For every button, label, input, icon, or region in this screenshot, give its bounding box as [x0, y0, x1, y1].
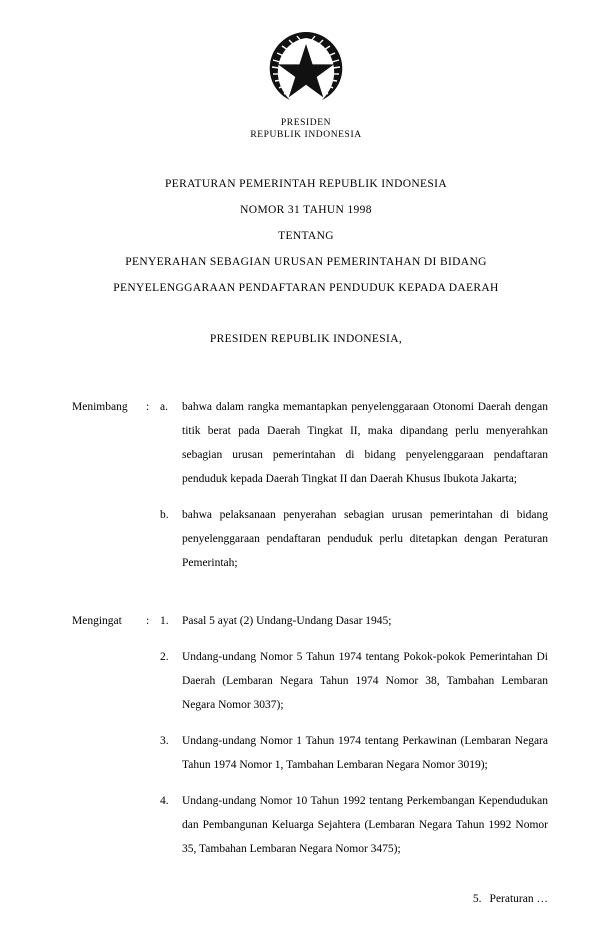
title-subject-line2: PENYELENGGARAAN PENDAFTARAN PENDUDUK KEPADA DAERAH: [113, 282, 499, 294]
item-text: bahwa pelaksanaan penyerahan sebagian urusan pemerintahan di bidang penyelenggaraan pendaftaran penduduk perlu ditetapkan dengan Peraturan Pemerintah;: [182, 509, 548, 569]
item-marker: 3.: [160, 735, 169, 747]
title-subject-line1: PENYERAHAN SEBAGIAN URUSAN PEMERINTAHAN DI BIDANG: [125, 256, 487, 268]
clause-label-menimbang: Menimbang: [72, 401, 128, 413]
item-marker: 2.: [160, 651, 169, 663]
continuation-text: Peraturan …: [489, 893, 548, 905]
emblem-caption-line2: REPUBLIK INDONESIA: [250, 130, 362, 140]
item-text: Undang-undang Nomor 1 Tahun 1974 tentang Perkawinan (Lembaran Negara Tahun 1974 Nomor 1, Tambahan Lembaran Negara Nomor 3019);: [182, 735, 548, 771]
document-body: [0, 395, 612, 873]
clause-colon-mengingat: :: [146, 615, 150, 627]
clause-items-mengingat: [160, 609, 548, 873]
item-marker: 1.: [160, 615, 169, 627]
emblem-block: [0, 0, 612, 141]
star-in-wreath-emblem: [260, 26, 352, 106]
item-marker: 4.: [160, 795, 169, 807]
clause-label-mengingat: Mengingat: [72, 615, 122, 627]
continuation-marker: 5.: [472, 893, 482, 905]
list-item: [160, 729, 548, 777]
item-text: bahwa dalam rangka memantapkan penyelenggaraan Otonomi Daerah dengan titik berat pada Daerah Tingkat II, maka dipandang perlu menyerahkan sebagian urusan pemerintahan di bidang penyelenggaraan pendaftaran penduduk kepada Daerah Tingkat II dan Daerah Khusus Ibukota Jakarta;: [182, 401, 548, 485]
page-continuation: [0, 887, 612, 911]
clause-menimbang: [72, 395, 548, 587]
title-regulation-name: PERATURAN PEMERINTAH REPUBLIK INDONESIA: [164, 178, 448, 190]
section-gap: [72, 587, 548, 609]
clause-items-menimbang: [160, 395, 548, 587]
list-item: [160, 789, 548, 861]
item-marker: b.: [160, 509, 169, 521]
title-tentang: TENTANG: [278, 230, 334, 242]
title-number: NOMOR 31 TAHUN 1998: [240, 204, 372, 216]
item-marker: a.: [160, 401, 168, 413]
list-item: [160, 645, 548, 717]
title-authority: PRESIDEN REPUBLIK INDONESIA,: [209, 333, 403, 345]
emblem-caption: [0, 117, 612, 141]
list-item: [160, 395, 548, 491]
list-item: [160, 503, 548, 575]
clause-colon-menimbang: :: [146, 401, 150, 413]
item-text: Pasal 5 ayat (2) Undang-Undang Dasar 1945;: [182, 615, 392, 627]
list-item: [160, 609, 548, 633]
clause-mengingat: [72, 609, 548, 873]
item-text: Undang-undang Nomor 5 Tahun 1974 tentang Pokok-pokok Pemerintahan Di Daerah (Lembaran Negara Tahun 1974 Nomor 38, Tambahan Lembaran Negara Nomor 3037);: [182, 651, 548, 711]
document-title-block: [0, 171, 612, 347]
item-text: Undang-undang Nomor 10 Tahun 1992 tentang Perkembangan Kependudukan dan Pembangunan Keluarga Sejahtera (Lembaran Negara Tahun 1992 Nomor 35, Tambahan Lembaran Negara Nomor 3475);: [182, 795, 548, 855]
emblem-caption-line1: PRESIDEN: [280, 118, 332, 128]
